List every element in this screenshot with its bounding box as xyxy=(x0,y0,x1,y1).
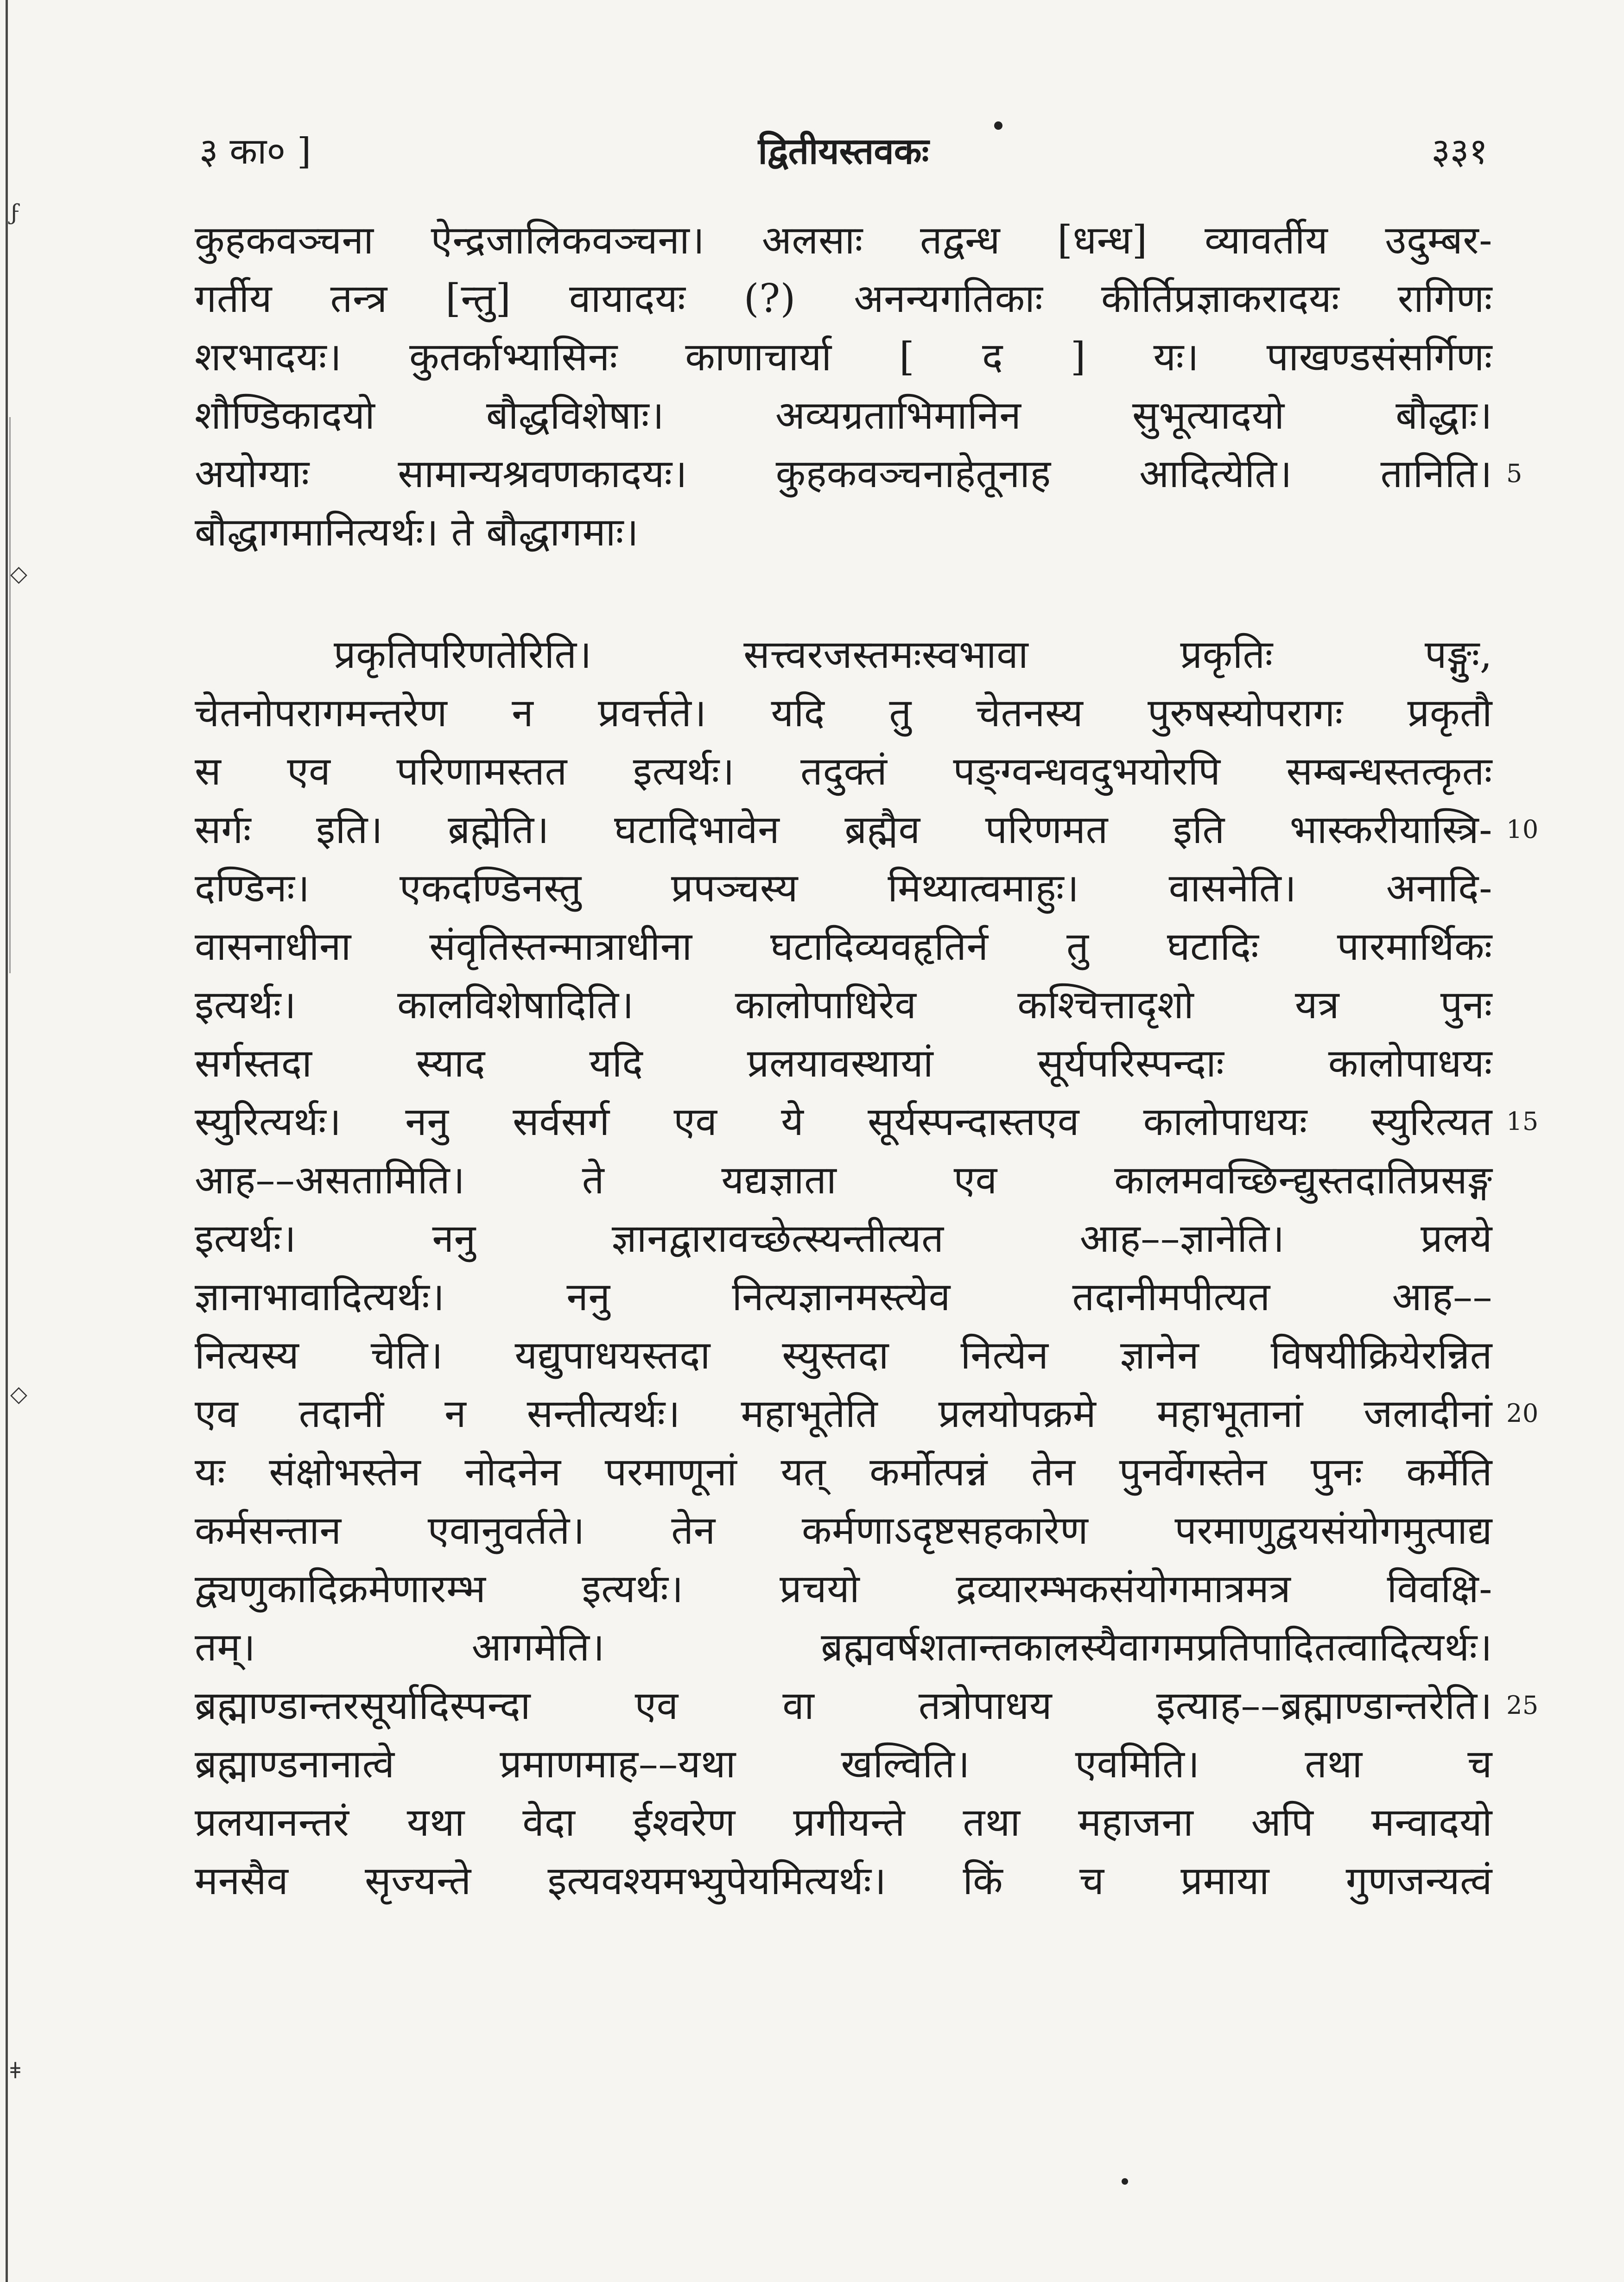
text-line: दण्डिनः। एकदण्डिनस्तु प्रपञ्चस्य मिथ्यात्वमाहुः। वासनेति। अनादि- xyxy=(195,865,1492,911)
text-line: ब्रह्माण्डनानात्वे प्रमाणमाह––यथा खल्विति। एवमिति। तथा च xyxy=(195,1741,1492,1787)
text-line: सर्गः इति। ब्रह्मेति। घटादिभावेन ब्रह्मैव परिणमत इति भास्करीयास्त्रि- 10 xyxy=(195,800,1492,859)
text-line: वासनाधीना संवृतिस्तन्मात्राधीना घटादिव्यवहृतिर्न तु घटादिः पारमार्थिकः xyxy=(195,924,1492,969)
line-number: 10 xyxy=(1506,815,1539,844)
text-line: स्युरित्यर्थः। ननु सर्वसर्ग एव ये सूर्यस्पन्दास्तएव कालोपाधयः स्युरित्यत 15 xyxy=(195,1092,1492,1151)
text-line: यः संक्षोभस्तेन नोदनेन परमाणूनां यत् कर्मोत्पन्नं तेन पुनर्वेगस्तेन पुनः कर्मेति xyxy=(195,1449,1492,1495)
text-line: एव तदानीं न सन्तीत्यर्थः। महाभूतेति प्रलयोपक्रमे महाभूतानां जलादीनां 20 xyxy=(195,1384,1492,1443)
page-number: ३३१ xyxy=(1431,131,1488,172)
text-line: प्रलयानन्तरं यथा वेदा ईश्वरेण प्रगीयन्ते तथा महाजना अपि मन्वादयो xyxy=(195,1800,1492,1845)
text-line: स एव परिणामस्तत इत्यर्थः। तदुक्तं पङ्ग्वन्धवदुभयोरपि सम्बन्धस्तत्कृतः xyxy=(195,748,1492,794)
paragraph-1 xyxy=(195,211,1522,561)
text-line: ब्रह्माण्डान्तरसूर्यादिस्पन्दा एव वा तत्रोपाधय इत्याह––ब्रह्माण्डान्तरेति। 25 xyxy=(195,1676,1492,1735)
text-line: नित्यस्य चेति। यद्युपाधयस्तदा स्युस्तदा नित्येन ज्ञानेन विषयीक्रियेरन्नित xyxy=(195,1332,1492,1378)
text-line: सर्गस्तदा स्याद यदि प्रलयावस्थायां सूर्यपरिस्पन्दाः कालोपाधयः xyxy=(195,1040,1492,1086)
text-line: गर्तीय तन्त्र [न्तु] वायादयः (?) अनन्यगतिकाः कीर्तिप्रज्ञाकरादयः रागिणः xyxy=(195,276,1492,321)
text-line: प्रकृतिपरिणतेरिति। सत्त्वरजस्तमःस्वभावा प्रकृतिः पङ्गुः, xyxy=(334,632,1492,677)
paragraph-2 xyxy=(195,625,1539,1910)
commentary-body xyxy=(195,211,1539,1910)
header-section-title: द्वितीयस्तवकः xyxy=(758,130,929,172)
binding-edge-line xyxy=(6,0,8,2282)
line-number: 5 xyxy=(1506,459,1522,488)
margin-mark: ǂ xyxy=(10,2058,21,2084)
text-line: अयोग्याः सामान्यश्रवणकादयः। कुहकवञ्चनाहेतूनाह आदित्येति। तानिति। 5 xyxy=(195,444,1492,503)
text-line: तम्। आगमेति। ब्रह्मवर्षशतान्तकालस्यैवागमप्रतिपादितत्वादित्यर्थः। xyxy=(195,1624,1492,1670)
ink-speck xyxy=(1122,2178,1128,2185)
text-line: इत्यर्थः। कालविशेषादिति। कालोपाधिरेव कश्चित्तादृशो यत्र पुनः xyxy=(195,982,1492,1027)
text-line: शरभादयः। कुतर्काभ्यासिनः काणाचार्या [ द ] यः। पाखण्डसंसर्गिणः xyxy=(195,334,1492,380)
text-line: द्व्यणुकादिक्रमेणारम्भ इत्यर्थः। प्रचयो द्रव्यारम्भकसंयोगमात्रमत्र विवक्षि- xyxy=(195,1566,1492,1611)
running-header xyxy=(199,125,1488,176)
margin-mark: ϝ xyxy=(10,199,21,225)
binding-edge-shadow xyxy=(9,417,11,973)
text-line: ज्ञानाभावादित्यर्थः। ननु नित्यज्ञानमस्त्येव तदानीमपीत्यत आह–– xyxy=(195,1274,1492,1319)
text-line: बौद्धागमानित्यर्थः। ते बौद्धागमाः। xyxy=(195,509,639,555)
text-line: कर्मसन्तान एवानुवर्तते। तेन कर्मणाऽदृष्टसहकारेण परमाणुद्वयसंयोगमुत्पाद्य xyxy=(195,1508,1492,1553)
line-number: 20 xyxy=(1506,1399,1539,1428)
line-number: 15 xyxy=(1506,1107,1539,1136)
text-line: आह––असतामिति। ते यद्यज्ञाता एव कालमवच्छिन्द्युस्तदातिप्रसङ्ग xyxy=(195,1157,1492,1203)
margin-mark: ◇ xyxy=(10,1381,27,1407)
line-number: 25 xyxy=(1506,1691,1539,1720)
text-line: चेतनोपरागमन्तरेण न प्रवर्त्तते। यदि तु चेतनस्य पुरुषस्योपरागः प्रकृतौ xyxy=(195,690,1492,735)
header-chapter-ref: ३ का० ] xyxy=(199,131,311,172)
text-line: शौण्डिकादयो बौद्धविशेषाः। अव्यग्रताभिमानिन सुभूत्यादयो बौद्धाः। xyxy=(195,393,1492,438)
text-line: इत्यर्थः। ननु ज्ञानद्वारावच्छेत्स्यन्तीत्यत आह––ज्ञानेति। प्रलये xyxy=(195,1216,1492,1261)
text-line: मनसैव सृज्यन्ते इत्यवश्यमभ्युपेयमित्यर्थः। किं च प्रमाया गुणजन्यत्वं xyxy=(195,1858,1492,1903)
margin-mark: ◇ xyxy=(10,561,27,587)
text-line: कुहकवञ्चना ऐन्द्रजालिकवञ्चना। अलसाः तद्वन्ध [धन्ध] व्यावर्तीय उदुम्बर- xyxy=(195,217,1492,263)
